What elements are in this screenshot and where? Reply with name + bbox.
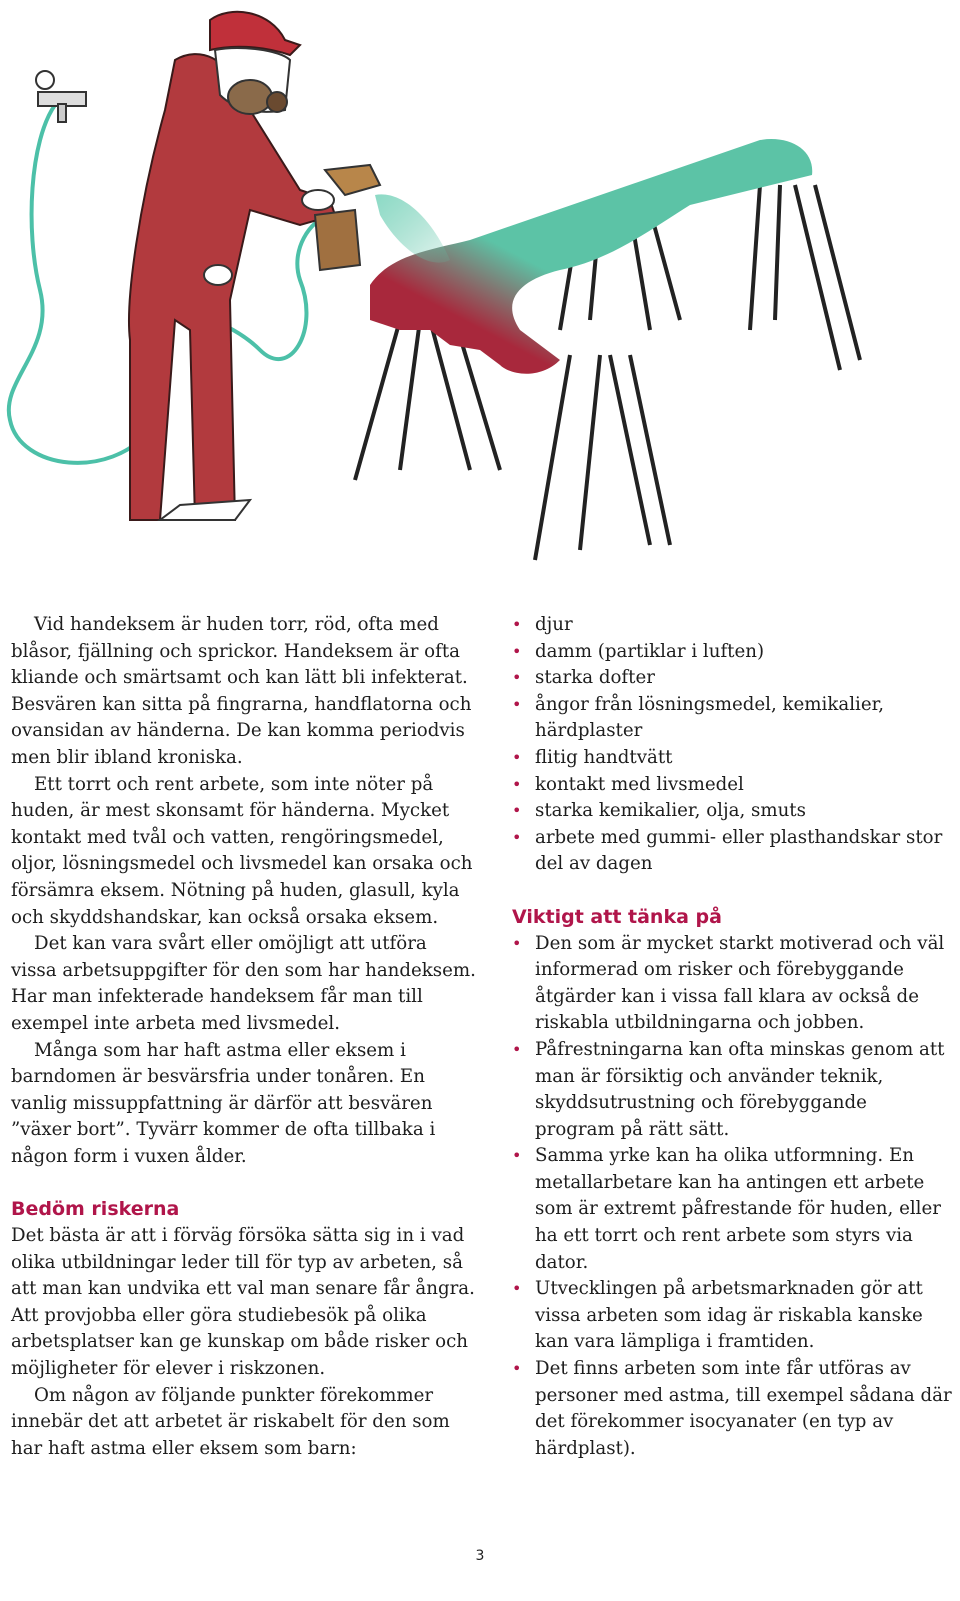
section-heading-viktigt-att-tanka-pa: Viktigt att tänka på <box>512 905 722 928</box>
list-item: • Samma yrke kan ha olika utformning. En metallarbetare kan ha antingen ett arbete som är extremt påfrestande för huden, eller ha ett torrt och rent arbete som styrs via dator. <box>512 1143 952 1276</box>
left-column <box>11 612 476 1462</box>
list-item: • Det finns arbeten som inte får utföras av personer med astma, till exempel sådana där det förekommer isocyanater (en typ av härdplast). <box>512 1356 952 1462</box>
spray-gun <box>315 165 380 270</box>
list-item: • Påfrestningarna kan ofta minskas genom att man är försiktig och använder teknik, skyddsutrustning och förebyggande program på rätt sätt. <box>512 1037 952 1143</box>
risk-factor-list <box>512 612 952 878</box>
risk-paragraph: Om någon av följande punkter förekommer innebär det att arbetet är riskabelt för den som har haft astma eller eksem som barn: <box>11 1384 450 1459</box>
pressure-regulator <box>36 71 86 122</box>
list-item: • Den som är mycket starkt motiverad och väl informerad om risker och förebyggande åtgärder kan i vissa fall klara av också de riskabla utbildningarna och jobben. <box>512 931 952 1037</box>
right-column <box>512 612 952 1462</box>
list-item: • Utvecklingen på arbetsmarknaden gör att vissa arbeten som idag är riskabla kanske kan vara lämpliga i framtiden. <box>512 1276 952 1356</box>
section-heading-bedom-riskerna: Bedöm riskerna <box>11 1198 180 1221</box>
body-paragraph: Många som har haft astma eller eksem i barndomen är besvärsfria under tonåren. En vanlig missuppfattning är därför att besvären ”växer bort”. Tyvärr kommer de ofta tillbaka i någon form i vuxen ålder. <box>11 1039 436 1167</box>
list-item: • flitig handtvätt <box>512 745 952 772</box>
list-item: • damm (partiklar i luften) <box>512 639 952 666</box>
spray-mist <box>375 194 450 262</box>
list-item: • starka dofter <box>512 665 952 692</box>
body-paragraph: Det kan vara svårt eller omöjligt att utföra vissa arbetsuppgifter för den som har handeksem. Har man infekterade handeksem får man till exempel inte arbeta med livsmedel. <box>11 933 476 1034</box>
risk-paragraph: Det bästa är att i förväg försöka sätta sig in i vad olika utbildningar leder till för typ av arbeten, så att man kan undvika ett val man senare får ångra. Att provjobba eller göra studiebesök på olika arbetsplatser kan ge kunskap om både risker och möjligheter för elever i riskzonen. <box>11 1225 475 1380</box>
tips-list <box>512 931 952 1463</box>
intro-paragraph: Vid handeksem är huden torr, röd, ofta med blåsor, fjällning och sprickor. Handeksem är ofta kliande och smärtsamt och kan lätt bli infekterat. Besvären kan sitta på fingrarna, handflatorna och ovansidan av händerna. De kan komma periodvis men blir ibland kroniska. <box>11 614 472 768</box>
painter-figure <box>129 12 335 520</box>
list-item: • starka kemikalier, olja, smuts <box>512 798 952 825</box>
list-item: • ångor från lösningsmedel, kemikalier, härdplaster <box>512 692 952 745</box>
list-item: • kontakt med livsmedel <box>512 772 952 799</box>
page-number: 3 <box>475 1548 485 1564</box>
body-paragraph: Ett torrt och rent arbete, som inte nöter på huden, är mest skonsamt för händerna. Mycket kontakt med tvål och vatten, rengöringsmedel, oljor, lösningsmedel och livsmedel kan orsaka och försämra eksem. Nötning på huden, glasull, kyla och skyddshandskar, kan också orsaka eksem. <box>11 773 473 928</box>
painter-spraying-illustration <box>0 0 960 590</box>
list-item: • arbete med gummi- eller plasthandskar stor del av dagen <box>512 825 952 878</box>
list-item: • djur <box>512 612 952 639</box>
